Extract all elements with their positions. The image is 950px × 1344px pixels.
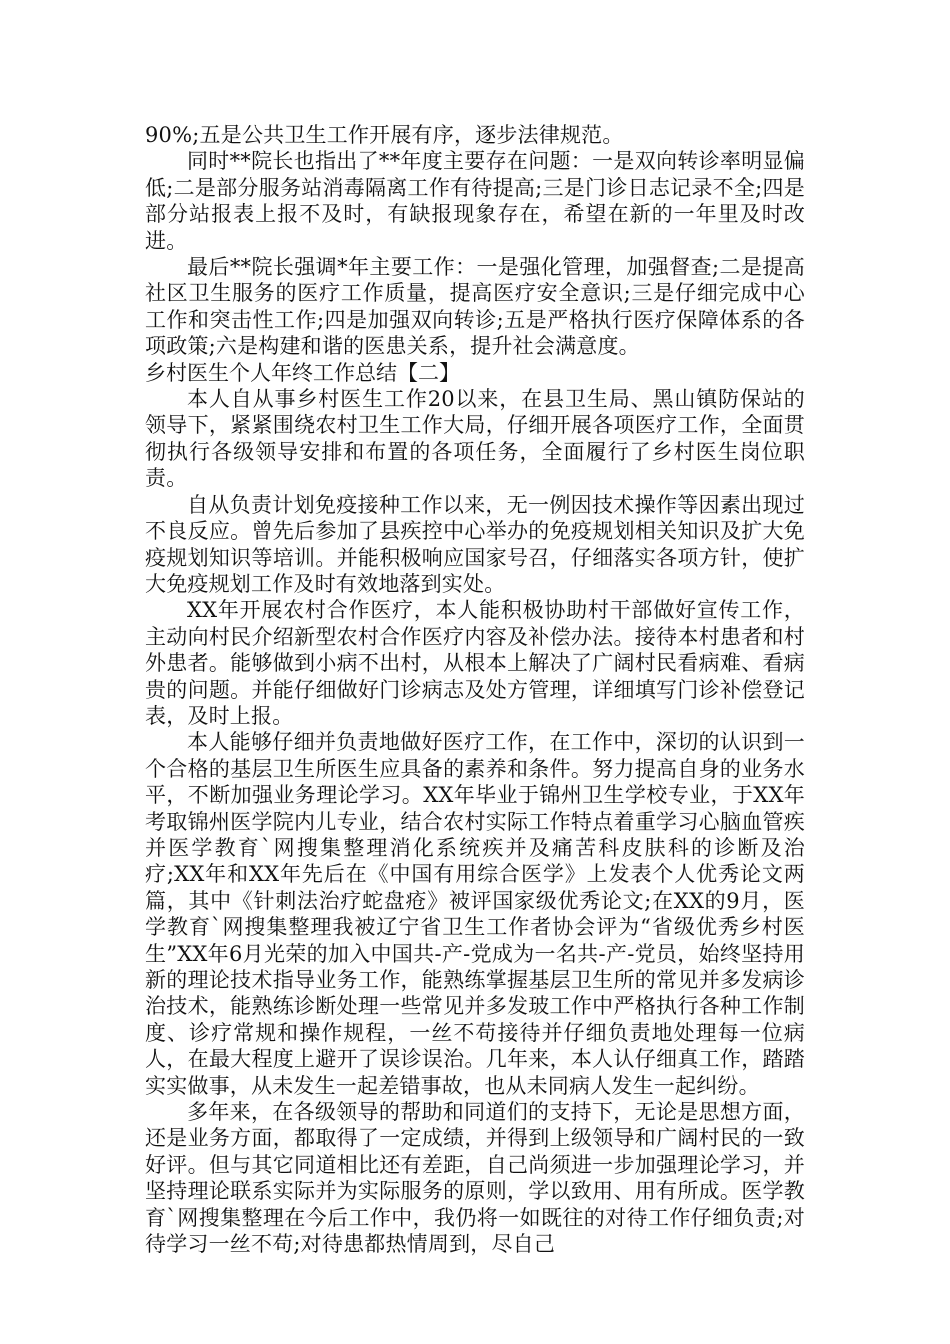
document-body [145,122,805,1257]
paragraph-medical-work: 本人能够仔细并负责地做好医疗工作，在工作中，深切的认识到一个合格的基层卫生所医生应具备的素养和条件。努力提高自身的业务水平，不断加强业务理论学习。XX年毕业于锦州卫生学校专业，于XX年考取锦州医学院内儿专业，结合农村实际工作特点着重学习心脑血管疾并医学教育`网搜集整理消化系统疾并及痛苦科皮肤科的诊断及治疗;XX年和XX年先后在《中国有用综合医学》上发表个人优秀论文两篇，其中《针刺法治疗蛇盘疮》被评国家级优秀论文;在XX的9月，医学教育`网搜集整理我被辽宁省卫生工作者协会评为“省级优秀乡村医生”XX年6月光荣的加入中国共-产-党成为一名共-产-党员，始终坚持用新的理论技术指导业务工作，能熟练掌握基层卫生所的常见并多发病诊治技术，能熟练诊断处理一些常见并多发玻工作中严格执行各种工作制度、诊疗常规和操作规程，一丝不苟接待并仔细负责地处理每一位病人，在最大程度上避开了误诊误治。几年来，本人认仔细真工作，踏踏实实做事，从未发生一起差错事故，也从未同病人发生一起纠纷。 [145,730,805,1098]
paragraph-continuation: 90%;五是公共卫生工作开展有序，逐步法律规范。 [145,123,624,147]
section-heading: 乡村医生个人年终工作总结【二】 [145,360,460,385]
paragraph-cooperative-medical: XX年开展农村合作医疗，本人能积极协助村干部做好宣传工作，主动向村民介绍新型农村合作医疗内容及补偿办法。接待本村患者和村外患者。能够做到小病不出村，从根本上解决了广阔村民看病难、看病贵的问题。并能仔细做好门诊病志及处方管理，详细填写门诊补偿登记表，及时上报。 [145,598,805,728]
paragraph-problems: 同时**院长也指出了**年度主要存在问题：一是双向转诊率明显偏低;二是部分服务站消毒隔离工作有待提高;三是门诊日志记录不全;四是部分站报表上报不及时，有缺报现象存在，希望在新的一年里及时改进。 [145,149,805,253]
paragraph-key-work: 最后**院长强调*年主要工作：一是强化管理，加强督查;二是提高社区卫生服务的医疗工作质量，提高医疗安全意识;三是仔细完成中心工作和突击性工作;四是加强双向转诊;五是严格执行医疗保障体系的各项政策;六是构建和谐的医患关系，提升社会满意度。 [145,255,805,359]
paragraph-immunization: 自从负责计划免疫接种工作以来，无一例因技术操作等因素出现过不良反应。曾先后参加了县疾控中心举办的免疫规划相关知识及扩大免疫规划知识等培训。并能积极响应国家号召，仔细落实各项方针，使扩大免疫规划工作及时有效地落到实处。 [145,492,805,596]
paragraph-intro: 本人自从事乡村医生工作20以来，在县卫生局、黑山镇防保站的领导下，紧紧围绕农村卫生工作大局，仔细开展各项医疗工作，全面贯彻执行各级领导安排和布置的各项任务，全面履行了乡村医生岗位职责。 [145,387,805,491]
paragraph-summary: 多年来，在各级领导的帮助和同道们的支持下，无论是思想方面，还是业务方面，都取得了一定成绩，并得到上级领导和广阔村民的一致好评。但与其它同道相比还有差距，自己尚须进一步加强理论学习，并坚持理论联系实际并为实际服务的原则，学以致用、用有所成。医学教育`网搜集整理在今后工作中，我仍将一如既往的对待工作仔细负责;对待学习一丝不苟;对待患都热情周到，尽自己 [145,1100,805,1257]
